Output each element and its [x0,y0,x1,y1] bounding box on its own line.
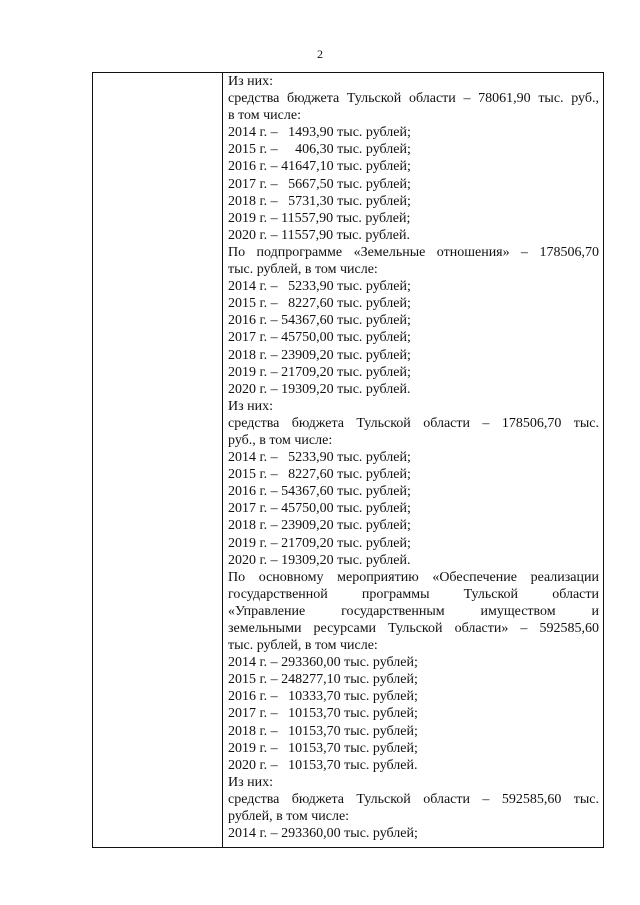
table-text-line: 2018 г. – 5731,30 тыс. рублей; [228,193,411,209]
table-text-line: 2014 г. – 5233,90 тыс. рублей; [228,279,411,295]
table-text-line: рублей, в том числе: [228,809,350,825]
table-text-line: 2017 г. – 45750,00 тыс. рублей; [228,501,411,517]
table-text-line: в том числе: [228,108,301,124]
table-text-line: 2018 г. – 23909,20 тыс. рублей; [228,518,411,534]
table-text-line: По основному мероприятию «Обеспечение реализации [228,569,599,585]
funding-table [92,72,604,848]
table-left-cell [93,73,223,847]
table-text-line: 2014 г. – 293360,00 тыс. рублей; [228,826,418,842]
table-text-line: Из них: [228,74,274,89]
table-text-line: средства бюджета Тульской области – 592585,60 тыс. [228,791,599,807]
table-text-line: 2015 г. – 8227,60 тыс. рублей; [228,467,411,483]
table-text-line: 2020 г. – 19309,20 тыс. рублей. [228,552,411,568]
table-text-line: 2019 г. – 21709,20 тыс. рублей; [228,535,411,551]
table-text-line: средства бюджета Тульской области – 178506,70 тыс. [228,415,599,431]
table-text-line: 2016 г. – 41647,10 тыс. рублей; [228,159,411,175]
table-text-line: 2018 г. – 10153,70 тыс. рублей; [228,723,418,739]
table-text-line: 2017 г. – 45750,00 тыс. рублей; [228,330,411,346]
table-text-line: 2014 г. – 5233,90 тыс. рублей; [228,450,411,466]
table-text-line: тыс. рублей, в том числе: [228,262,378,278]
table-text-line: 2015 г. – 248277,10 тыс. рублей; [228,672,418,688]
table-text-line: средства бюджета Тульской области – 78061,90 тыс. руб., [228,91,599,107]
table-text-line: «Управление государственным имуществом и [228,603,599,619]
table-right-cell [223,73,603,842]
table-text-line: 2017 г. – 5667,50 тыс. рублей; [228,176,411,192]
table-text-line: Из них: [228,774,274,790]
table-text-line: 2016 г. – 54367,60 тыс. рублей; [228,484,411,500]
table-text-line: тыс. рублей, в том числе: [228,638,378,654]
table-text-line: 2019 г. – 11557,90 тыс. рублей; [228,210,411,226]
table-text-line: 2019 г. – 10153,70 тыс. рублей; [228,740,418,756]
table-text-line: 2014 г. – 1493,90 тыс. рублей; [228,125,411,141]
table-text-line: Из них: [228,398,274,414]
page-number: 2 [317,47,323,61]
table-text-line: 2019 г. – 21709,20 тыс. рублей; [228,364,411,380]
table-text-line: 2020 г. – 10153,70 тыс. рублей. [228,757,418,773]
table-text-line: По подпрограмме «Земельные отношения» – 178506,70 [228,244,599,260]
table-text-line: земельными ресурсами Тульской области» – 592585,60 [228,621,599,636]
table-text-line: 2014 г. – 293360,00 тыс. рублей; [228,655,418,671]
table-text-line: 2015 г. – 406,30 тыс. рублей; [228,142,411,158]
table-text-line: 2016 г. – 10333,70 тыс. рублей; [228,689,418,705]
table-text-line: 2017 г. – 10153,70 тыс. рублей; [228,706,418,722]
table-text-line: государственной программы Тульской области [228,586,599,602]
table-text-line: 2020 г. – 19309,20 тыс. рублей. [228,381,411,397]
table-text-line: 2018 г. – 23909,20 тыс. рублей; [228,347,411,363]
table-text-line: руб., в том числе: [228,432,333,448]
table-text-line: 2016 г. – 54367,60 тыс. рублей; [228,313,411,329]
table-text-line: 2015 г. – 8227,60 тыс. рублей; [228,296,411,312]
table-text-line: 2020 г. – 11557,90 тыс. рублей. [228,227,410,243]
